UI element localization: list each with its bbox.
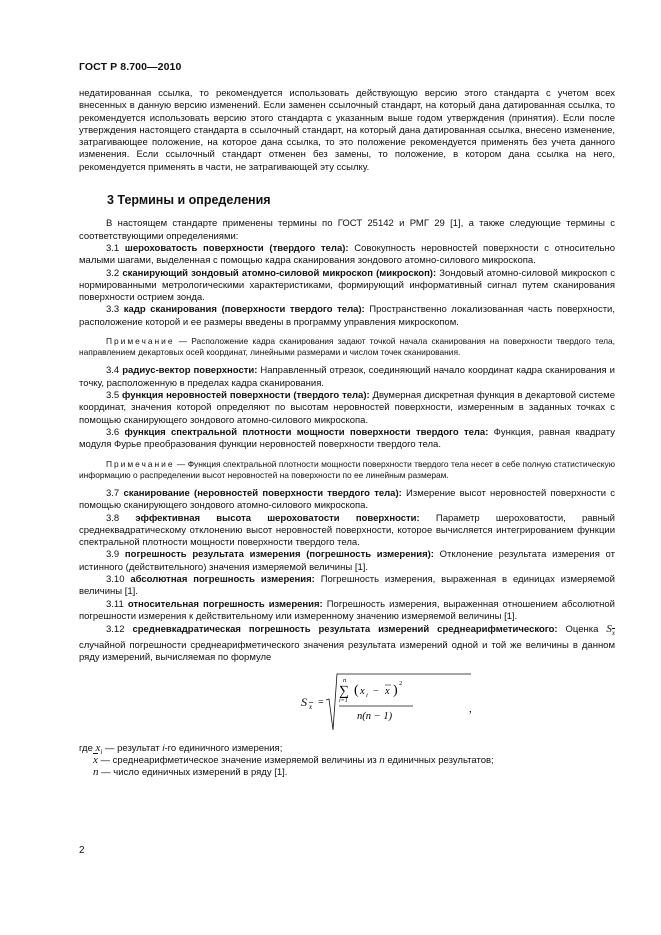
- term-name: сканирование (неровностей поверхности твердого тела):: [123, 487, 402, 499]
- term-number: 3.1: [106, 242, 125, 254]
- term-definition: Погрешность измерения, выраженная в единицах измеряемой величины [1].: [79, 574, 615, 598]
- where-row-2: $\overline{x}$ — среднеарифметическое значение измеряемой величины из n единичных результатов;: [93, 754, 494, 767]
- term-number: 3.10: [106, 574, 131, 586]
- term-definition: Направленный отрезок, соединяющий начало координат кадра сканирования и точку, расположенную в пределах кадра сканирования.: [79, 365, 615, 389]
- sum-sign: ∑: [339, 684, 349, 700]
- term-number: 3.3: [106, 304, 124, 316]
- term-number: 3.5: [106, 390, 123, 402]
- num-i: i: [366, 692, 368, 700]
- term-number: 3.11: [106, 598, 128, 610]
- term-3-9: [79, 549, 615, 574]
- term-3-6: [79, 427, 615, 452]
- term-number: 3.12: [106, 624, 133, 636]
- intro-paragraph: недатированная ссылка, то рекомендуется использовать действующую версию этого стандарта с учетом всех внесенных в данную версию изменений. Если заменен ссылочный стандарт, на который дана датированная ссылка, то рекомендуется использовать версию этого стандарта с указанным выше годом утверждения (принятия). Если после утверждения настоящего стандарта в ссылочный стандарт, на который дана датированная ссылка, внесено изменение, затрагивающее положение, на которое дана ссылка, то это положение рекомендуется применять без учета данного изменения. Если ссылочный стандарт отменен без замены, то положение, в котором дана ссылка на него, рекомендуется применять в части, не затрагивающей эту ссылку.: [79, 88, 615, 173]
- term-3-8: [79, 513, 615, 550]
- note-label: Примечание: [106, 458, 175, 469]
- term-definition: Двумерная дискретная функция в декартовой системе координат, значения которой определяют по высотам неровностей поверхности, измеренным в заданных точках с помощью сканирующего зондового атомно-силового микроскопа.: [79, 390, 615, 426]
- term-number: 3.4: [106, 365, 123, 377]
- formula-comma: ,: [469, 703, 472, 716]
- section-title: 3 Термины и определения: [107, 193, 271, 208]
- term-name: эффективная высота шероховатости поверхности:: [135, 512, 420, 524]
- formula-equals: =: [318, 697, 324, 709]
- term-name: абсолютная погрешность измерения:: [130, 574, 315, 586]
- term-definition: Параметр шероховатости, равный среднеквадратическому отклонению высот неровностей поверхности, которое вычисляется интегрированием функции спектральной плотности мощности поверхности твердого тела.: [79, 512, 615, 549]
- term-number: 3.8: [106, 512, 136, 524]
- formula-lhs: S: [301, 695, 307, 710]
- term-definition: Измерение высот неровностей поверхности с помощью сканирующего зондового атомно-силового микроскопа.: [79, 487, 615, 512]
- page-number: 2: [79, 845, 85, 856]
- formula-svg: [301, 672, 481, 736]
- num-power: 2: [399, 680, 403, 688]
- where-row-3: n — число единичных измерений в ряду [1].: [93, 766, 288, 779]
- sum-bottom: i=1: [339, 698, 348, 705]
- term-number: 3.2: [106, 267, 123, 279]
- term-name: погрешность результата измерения (погрешность измерения):: [124, 549, 434, 561]
- inline-symbol-s: S: [606, 623, 612, 636]
- note-text: — Функция спектральной плотности мощности поверхности твердого тела несет в себе полную статистическую информацию о распределении высот неровностей на поверхности по ее линейным размерам.: [79, 458, 615, 480]
- term-3-4: [79, 365, 615, 390]
- formula-lhs-sub: x: [309, 703, 313, 712]
- formula-denominator: n(n − 1): [357, 711, 393, 723]
- document-header: ГОСТ Р 8.700—2010: [79, 61, 182, 73]
- term-definition: Отклонение результата измерения от истинного (действительного) значения измеряемой величины [1].: [79, 549, 615, 573]
- sum-top: n: [343, 677, 347, 685]
- term-3-11: [79, 599, 615, 624]
- term-3-12: [79, 623, 615, 664]
- term-3-7: [79, 488, 615, 513]
- term-3-5: [79, 390, 615, 427]
- term-number: 3.9: [106, 549, 125, 561]
- inline-symbol-xbar: x: [611, 629, 616, 638]
- where-block: [79, 742, 615, 780]
- term-3-10: [79, 574, 615, 599]
- num-xbar: x: [385, 686, 390, 698]
- term-definition: Зондовый атомно-силовой микроскоп с нормированными метрологическими характеристиками, формирующий информативный сигнал путем сканирования поверхности острием зонда.: [79, 267, 615, 304]
- term-number: 3.6: [106, 426, 125, 438]
- term-definition: Оценка: [557, 624, 607, 636]
- paren-open: (: [354, 683, 359, 699]
- term-name: функция неровностей поверхности (твердого тела):: [122, 390, 370, 402]
- term-name: радиус-вектор поверхности:: [122, 365, 258, 377]
- formula-block: [79, 672, 615, 736]
- note-text: — Расположение кадра сканирования задают точкой начала сканирования на поверхности твердого тела, направлением декартовых осей координат, линейными размерами и числом точек сканирования.: [79, 336, 615, 358]
- term-3-2: [79, 268, 615, 305]
- paren-close: ): [393, 683, 398, 699]
- note-label: Примечание: [106, 336, 175, 347]
- term-definition-cont: случайной погрешности среднеарифметического значения результата измерений одной и той же величины в данном ряду измерений, вычисляемая по формуле: [79, 639, 615, 663]
- num-minus: −: [373, 686, 379, 698]
- term-name: функция спектральной плотности мощности поверхности твердого тела:: [124, 426, 489, 438]
- term-3-1: [79, 243, 615, 268]
- note-1: [79, 336, 615, 358]
- num-x: x: [360, 686, 365, 698]
- term-name: шероховатость поверхности (твердого тела):: [124, 242, 349, 254]
- term-definition: Функция, равная квадрату модуля Фурье преобразования функции неровностей поверхности твердого тела.: [79, 426, 615, 451]
- section-lead: В настоящем стандарте применены термины по ГОСТ 25142 и РМГ 29 [1], а также следующие термины с соответствующими определениями:: [79, 218, 615, 242]
- term-name: средневкадратическая погрешность результата измерений среднеарифметического:: [132, 624, 558, 636]
- term-definition: Погрешность измерения, выраженная отношением абсолютной погрешности измерения к действительному или измеренному значению измеряемой величины [1].: [79, 598, 615, 622]
- term-name: относительная погрешность измерения:: [127, 598, 323, 610]
- term-name: сканирующий зондовый атомно-силовой микроскоп (микроскоп):: [122, 267, 437, 279]
- term-definition: Совокупность неровностей поверхности с относительно малыми шагами, выделенная с помощью кадра сканирования зондового атомно-силового микроскопа.: [79, 242, 615, 267]
- term-definition: Пространственно локализованная часть поверхности, расположение которой и ее размеры введены в программу управления микроскопом.: [79, 304, 615, 328]
- term-3-3: [79, 304, 615, 329]
- term-number: 3.7: [106, 487, 124, 499]
- note-2: [79, 459, 615, 481]
- where-lead: где: [79, 743, 93, 755]
- where-row-1: где $x_i$ — результат i-го единичного измерения;: [79, 742, 283, 757]
- term-name: кадр сканирования (поверхности твердого тела):: [123, 304, 365, 316]
- document-body: [79, 88, 615, 780]
